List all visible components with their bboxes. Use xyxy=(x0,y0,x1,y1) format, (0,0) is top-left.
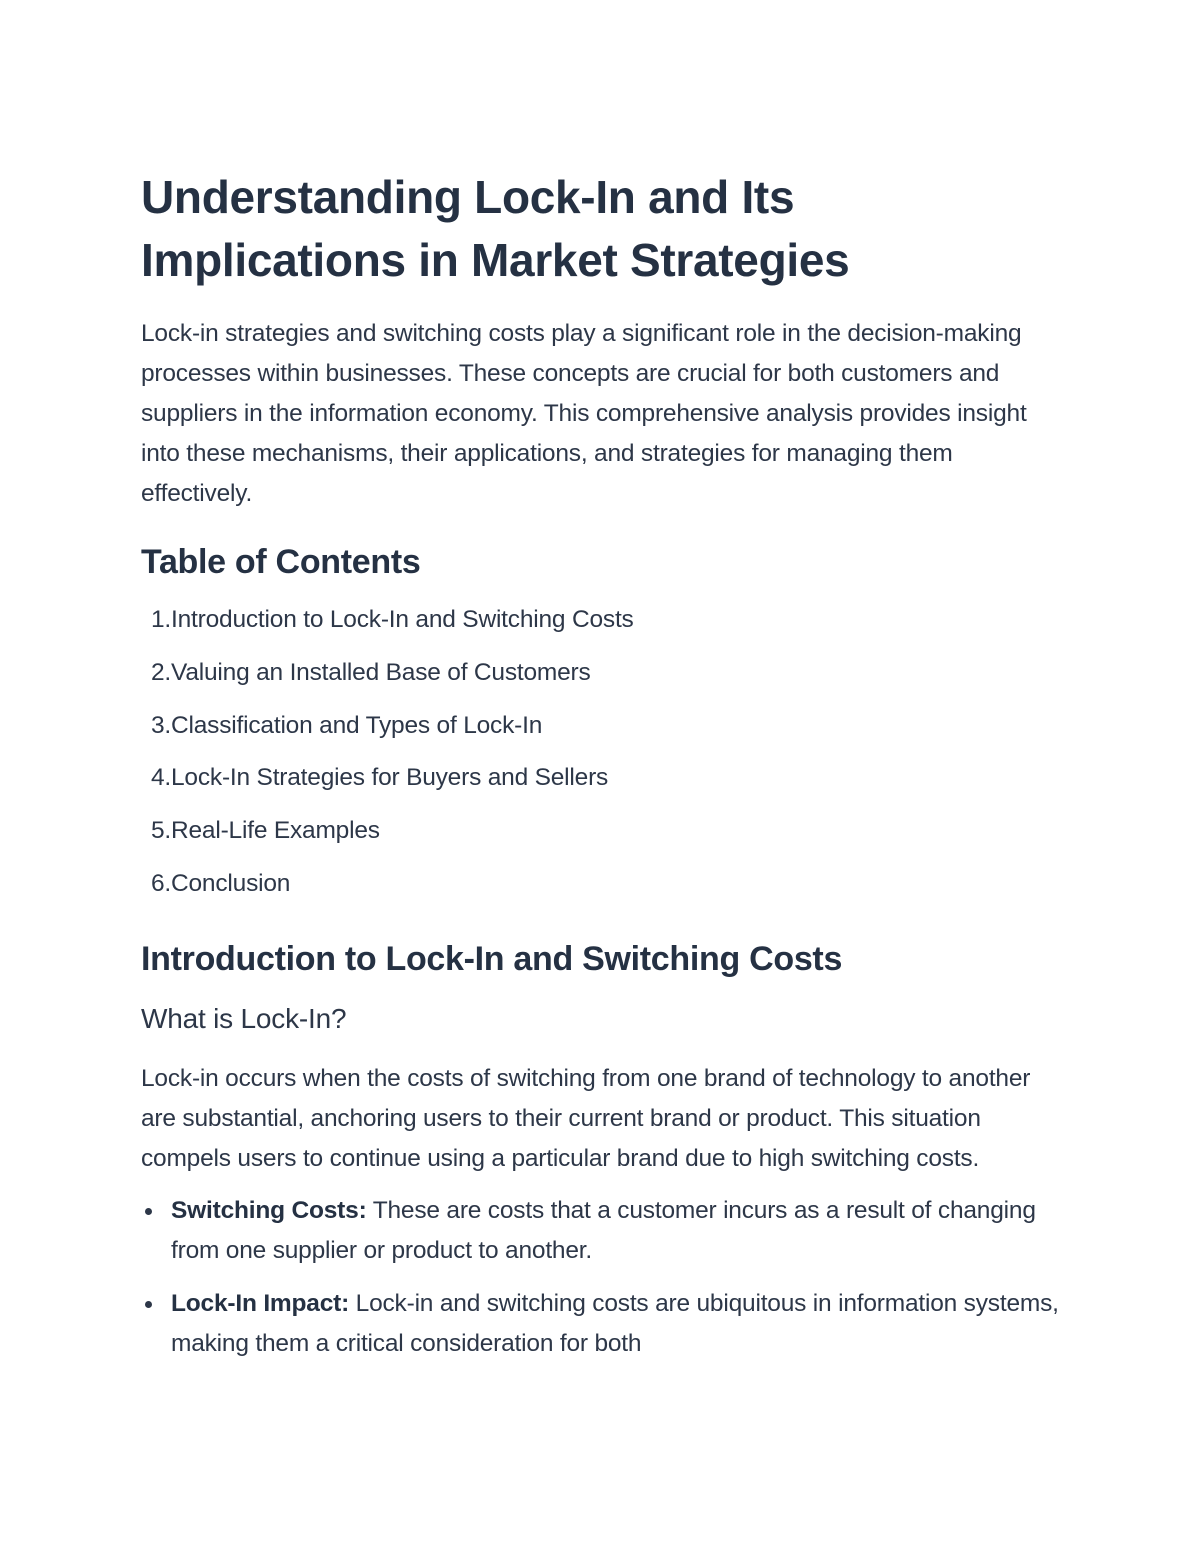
toc-item-number: 4. xyxy=(150,764,171,792)
section-paragraph: Lock-in occurs when the costs of switching from one brand of technology to another are substantial, anchoring users to their current brand or product. This situation compels users to continue using a particular brand due to high switching costs. xyxy=(141,1064,1031,1172)
section-heading: Introduction to Lock-In and Switching Costs xyxy=(141,939,843,978)
toc-item-number: 5. xyxy=(150,817,171,845)
toc-item-number: 2. xyxy=(150,658,171,686)
toc-item-label: Valuing an Installed Base of Customers xyxy=(171,658,591,686)
toc-item[interactable] xyxy=(141,657,1061,710)
toc-item-number: 3. xyxy=(150,711,171,739)
toc-item-label: Lock-In Strategies for Buyers and Sellers xyxy=(171,764,609,792)
toc-item-label: Classification and Types of Lock-In xyxy=(171,711,543,739)
toc-item-number: 1. xyxy=(150,606,171,633)
toc-item[interactable] xyxy=(141,710,1061,763)
document-page xyxy=(141,166,1061,1377)
toc-item-number: 6. xyxy=(150,869,171,897)
table-of-contents xyxy=(141,604,1061,921)
toc-item-label: Conclusion xyxy=(171,869,291,897)
toc-heading: Table of Contents xyxy=(141,543,421,581)
section-subheading: What is Lock-In? xyxy=(141,1002,347,1034)
toc-item[interactable] xyxy=(141,868,1061,921)
bullet-text: Lock-in and switching costs are ubiquitous in information systems, making them a critical consideration for both xyxy=(171,1289,1059,1357)
intro-paragraph: Lock-in strategies and switching costs play a significant role in the decision-making processes within businesses. These concepts are crucial for both customers and suppliers in the information economy. This comprehensive analysis provides insight into these mechanisms, their applications, and strategies for managing them effectively. xyxy=(141,320,1027,507)
bullet-icon xyxy=(145,1208,152,1215)
list-item xyxy=(141,1191,1061,1271)
bullet-term: Lock-In Impact: xyxy=(171,1289,350,1317)
toc-item-label: Introduction to Lock-In and Switching Costs xyxy=(171,606,634,633)
toc-item-label: Real-Life Examples xyxy=(171,817,380,845)
toc-item[interactable] xyxy=(141,604,1061,657)
list-item xyxy=(141,1284,1061,1364)
document-title: Understanding Lock-In and Its Implications in Market Strategies xyxy=(141,171,850,286)
toc-item[interactable] xyxy=(141,762,1061,815)
bullet-term: Switching Costs: xyxy=(171,1196,367,1224)
toc-item[interactable] xyxy=(141,815,1061,868)
bullet-icon xyxy=(145,1301,152,1308)
bullet-text: These are costs that a customer incurs as a result of changing from one supplier or product to another. xyxy=(171,1196,1036,1264)
bullet-list xyxy=(141,1191,1061,1364)
